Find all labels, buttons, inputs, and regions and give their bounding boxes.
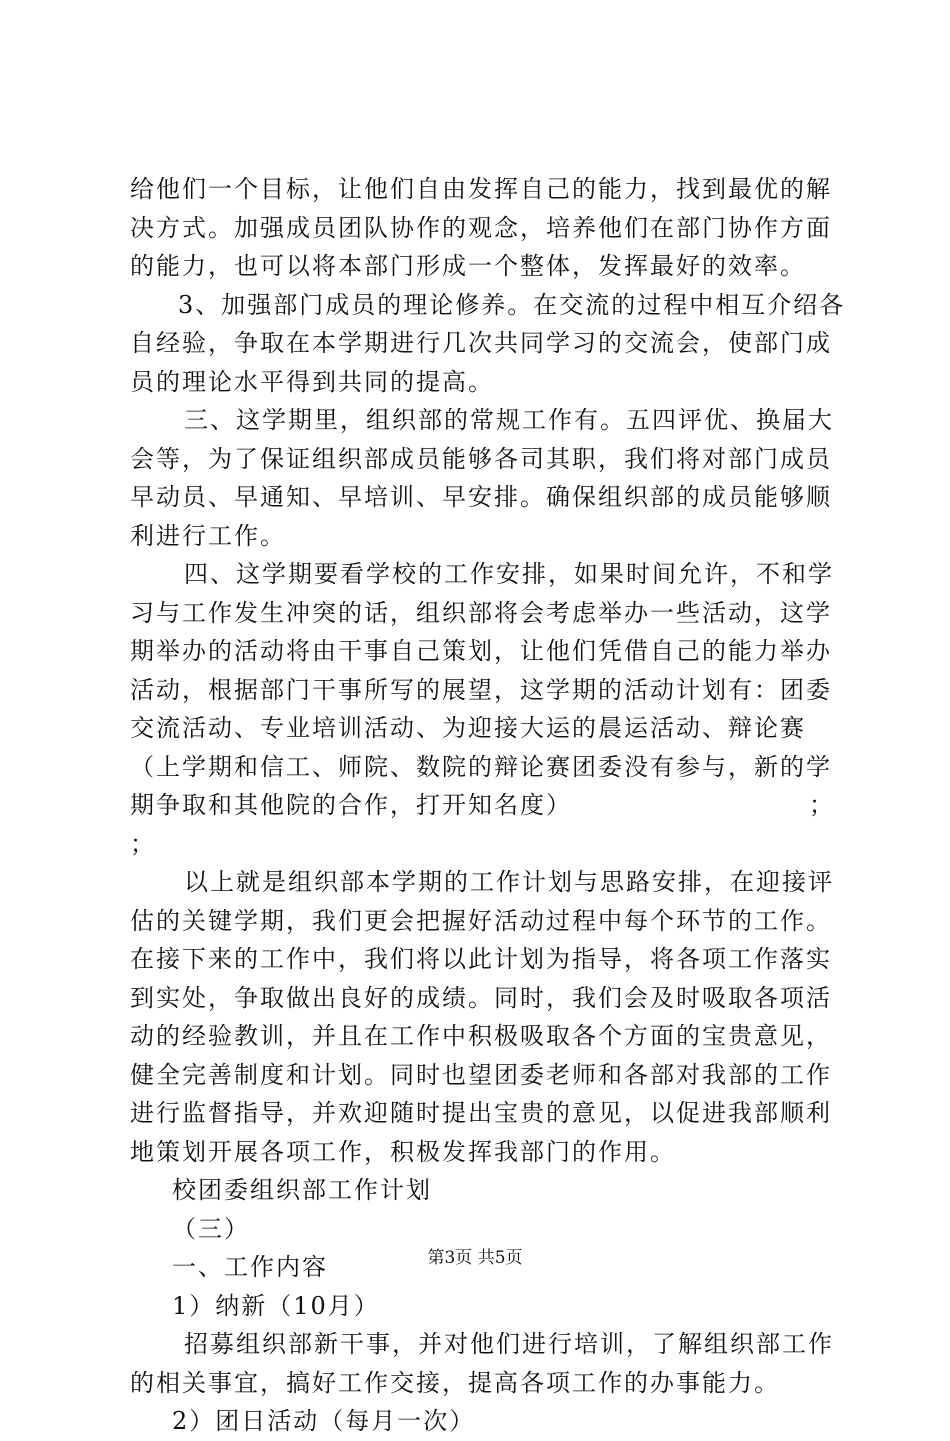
page-footer — [0, 1243, 950, 1268]
text-line-trailing-semicolon: ； — [809, 791, 835, 819]
section-heading: 一、工作内容 — [172, 1253, 328, 1281]
text-line: 3、加强部门成员的理论修养。在交流的过程中相互介绍各 — [178, 290, 846, 319]
text-line: 健全完善制度和计划。同时也望团委老师和各部对我部的工作 — [130, 1060, 832, 1089]
text-line: ； — [130, 829, 156, 858]
text-line: 活动，根据部门干事所写的展望，这学期的活动计划有：团委 — [130, 675, 832, 704]
text-line: 利进行工作。 — [130, 521, 286, 550]
text-line: 以上就是组织部本学期的工作计划与思路安排，在迎接评 — [184, 868, 834, 896]
text-line: 招募组织部新干事，并对他们进行培训，了解组织部工作 — [184, 1330, 834, 1358]
list-item-heading: 1）纳新（10月） — [172, 1291, 380, 1320]
text-line — [130, 786, 835, 825]
text-line: 估的关键学期，我们更会把握好活动过程中每个环节的工作。 — [130, 906, 832, 935]
list-item-heading: 2）团日活动（每月一次） — [172, 1407, 476, 1435]
text-line: 交流活动、专业培训活动、为迎接大运的晨运活动、辩论赛 — [130, 714, 806, 742]
text-line: 动的经验教训，并且在工作中积极吸取各个方面的宝贵意见， — [130, 1022, 832, 1050]
text-line: 决方式。加强成员团队协作的观念，培养他们在部门协作方面 — [130, 213, 832, 242]
text-line: （上学期和信工、师院、数院的辩论赛团委没有参与，新的学 — [130, 752, 832, 781]
text-line: 进行监督指导，并欢迎随时提出宝贵的意见，以促进我部顺利 — [130, 1099, 832, 1127]
text-line: 到实处，争取做出良好的成绩。同时，我们会及时吸取各项活 — [130, 983, 832, 1012]
text-line: 三、这学期里，组织部的常规工作有。五四评优、换届大 — [184, 406, 834, 434]
text-line: 的相关事宜，搞好工作交接，提高各项工作的办事能力。 — [130, 1368, 780, 1397]
text-line: 自经验，争取在本学期进行几次共同学习的交流会，使部门成 — [130, 329, 832, 357]
text-line-main: 期争取和其他院的合作，打开知名度） — [130, 791, 572, 819]
text-line: 会等，为了保证组织部成员能够各司其职，我们将对部门成员 — [130, 444, 832, 473]
text-line: 期举办的活动将由干事自己策划，让他们凭借自己的能力举办 — [130, 637, 832, 665]
text-line: 地策划开展各项工作，积极发挥我部门的作用。 — [130, 1137, 676, 1166]
text-line: 的能力，也可以将本部门形成一个整体，发挥最好的效率。 — [130, 252, 806, 280]
text-line: 四、这学期要看学校的工作安排，如果时间允许，不和学 — [184, 560, 834, 588]
text-line: 习与工作发生冲突的话，组织部将会考虑举办一些活动，这学 — [130, 598, 832, 627]
text-line: 在接下来的工作中，我们将以此计划为指导，将各项工作落实 — [130, 945, 832, 973]
section-number: （三） — [172, 1214, 250, 1243]
text-line: 早动员、早通知、早培训、早安排。确保组织部的成员能够顺 — [130, 483, 832, 511]
text-line: 给他们一个目标，让他们自由发挥自己的能力，找到最优的解 — [130, 175, 832, 203]
text-line: 员的理论水平得到共同的提高。 — [130, 367, 494, 396]
section-title: 校团委组织部工作计划 — [172, 1176, 432, 1204]
page-number-label: 第3页 共5页 — [427, 1248, 523, 1268]
